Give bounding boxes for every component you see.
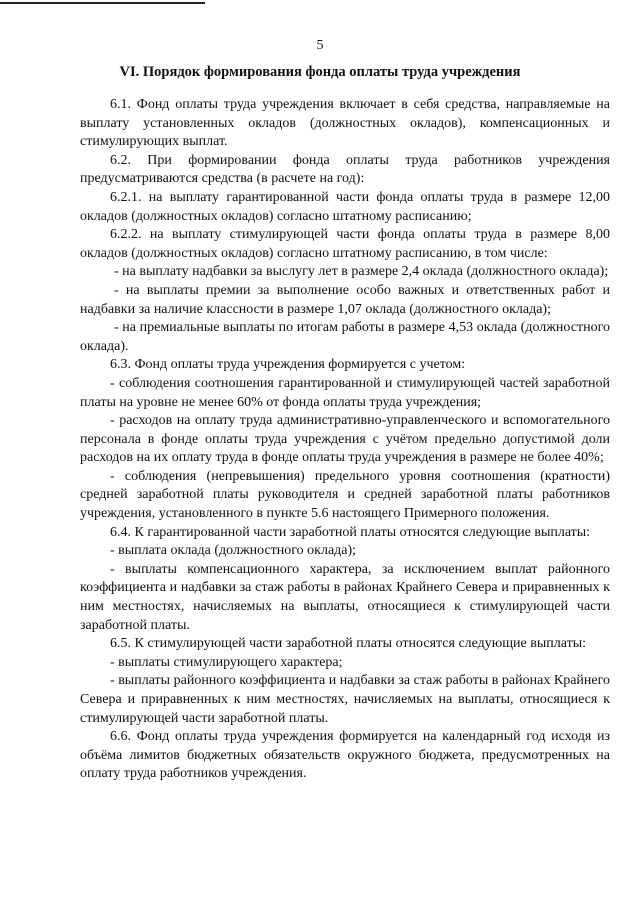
- list-item: - на выплату надбавки за выслугу лет в размере 2,4 оклада (должностного оклада);: [114, 264, 609, 280]
- paragraph-6-1: 6.1. Фонд оплаты труда учреждения включает в себя средства, направляемые на выплату установленных окладов (должностных окладов), компенсационных и стимулирующих выплат.: [80, 97, 610, 150]
- list-item: - на выплаты премии за выполнение особо важных и ответственных работ и надбавки за наличие классности в размере 1,07 оклада (должностного оклада);: [80, 282, 610, 317]
- list-item: - выплаты компенсационного характера, за исключением выплат районного коэффициента и надбавки за стаж работы в районах Крайнего Севера и приравненных к ним местностях, начисляемых на выплаты, относящиеся к стимулирующей части заработной платы.: [80, 561, 610, 633]
- paragraph-6-2-2: 6.2.2. на выплату стимулирующей части фонда оплаты труда в размере 8,00 окладов (должностных окладов) согласно штатному расписанию, в том числе:: [80, 227, 610, 261]
- list-item: - выплаты районного коэффициента и надбавки за стаж работы в районах Крайнего Севера и приравненных к ним местностях, начисляемых на выплаты, относящиеся к стимулирующей части заработной платы.: [80, 673, 610, 726]
- paragraph-6-4: 6.4. К гарантированной части заработной платы относятся следующие выплаты:: [110, 524, 591, 540]
- page-number: 5: [316, 38, 324, 53]
- paragraph-6-2-1: 6.2.1. на выплату гарантированной части фонда оплаты труда в размере 12,00 окладов (должностных окладов) согласно штатному расписанию;: [80, 189, 610, 224]
- section-title: VI. Порядок формирования фонда оплаты труда учреждения: [119, 64, 521, 80]
- list-item: - выплаты стимулирующего характера;: [110, 654, 343, 670]
- list-item: - соблюдения соотношения гарантированной и стимулирующей частей заработной платы на уровне не менее 60% от фонда оплаты труда учреждения;: [80, 375, 610, 410]
- list-item: - на премиальные выплаты по итогам работы в размере 4,53 оклада (должностного оклада).: [80, 320, 610, 354]
- header-rule: [0, 2, 205, 4]
- paragraph-6-6: 6.6. Фонд оплаты труда учреждения формируется на календарный год исходя из объёма лимитов бюджетных обязательств окружного бюджета, предусмотренных на оплату труда работников учреждения.: [80, 729, 610, 782]
- list-item: - выплата оклада (должностного оклада);: [110, 543, 357, 559]
- paragraph-6-5: 6.5. К стимулирующей части заработной платы относятся следующие выплаты:: [110, 636, 587, 652]
- list-item: - соблюдения (непревышения) предельного уровня соотношения (кратности) средней заработной платы руководителя и средней заработной платы работников учреждения, установленного в пункте 5.6 настоящего Примерного положения.: [80, 468, 610, 522]
- list-item: - расходов на оплату труда административно-управленческого и вспомогательного персонала в фонде оплаты труда учреждения с учётом предельно допустимой доли расходов на их оплату труда в фонде оплаты труда учреждения в размере не более 40%;: [80, 413, 610, 466]
- paragraph-6-2: 6.2. При формировании фонда оплаты труда работников учреждения предусматриваются средства (в расчете на год):: [80, 152, 610, 187]
- document-body: [80, 96, 610, 784]
- paragraph-6-3: 6.3. Фонд оплаты труда учреждения формируется с учетом:: [110, 357, 466, 373]
